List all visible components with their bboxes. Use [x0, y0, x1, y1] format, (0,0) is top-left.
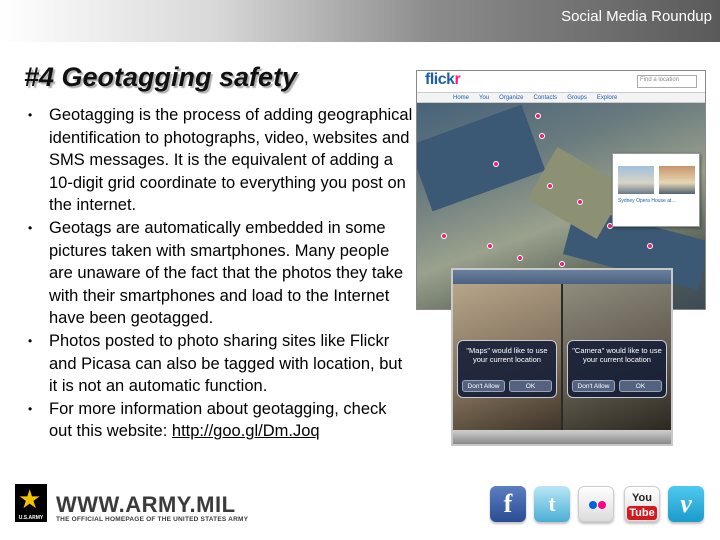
banner-title: Social Media Roundup [561, 8, 712, 25]
map-pin [487, 243, 493, 249]
vimeo-icon[interactable]: v [668, 486, 704, 522]
geotagging-info-link[interactable]: http://goo.gl/Dm.Joq [171, 422, 320, 441]
location-permission-dialog [567, 340, 667, 398]
flickr-pink-dot [598, 501, 606, 509]
map-pin [539, 133, 545, 139]
flickr-nav-item: Explore [596, 94, 618, 101]
map-pin [493, 161, 499, 167]
flickr-search-input: Find a location [637, 75, 697, 88]
phone-screen-right [563, 284, 671, 432]
bullet-item [24, 104, 414, 217]
smartphone-screenshot [451, 268, 673, 446]
dont-allow-button: Don't Allow [462, 380, 505, 392]
flickr-logo-b: r [454, 71, 461, 88]
map-water [416, 105, 545, 212]
flickr-blue-dot [589, 501, 597, 509]
facebook-icon[interactable]: f [490, 486, 526, 522]
bullet-glyph: • [28, 108, 33, 122]
phone-screen-left [453, 284, 561, 432]
flickr-header [417, 71, 705, 93]
bullet-item [24, 398, 414, 443]
army-star-logo[interactable] [15, 484, 47, 522]
map-pin [547, 183, 553, 189]
dont-allow-button: Don't Allow [572, 380, 615, 392]
bullet-list [24, 104, 414, 443]
flickr-nav-item: Contacts [533, 94, 558, 101]
dialog-message: "Maps" would like to use your current location [466, 346, 548, 364]
map-pin [535, 113, 541, 119]
slide-title: #4 Geotagging safety [24, 62, 298, 92]
ok-button: OK [619, 380, 662, 392]
top-banner [0, 0, 720, 42]
bullet-text [49, 398, 414, 443]
army-website-link[interactable]: WWW.ARMY.MIL [56, 492, 236, 517]
map-pin [647, 243, 653, 249]
youtube-you: You [632, 492, 652, 504]
bullet-text: Geotags are automatically embedded in some pictures taken with smartphones. Many people are unaware of the fact that the photos they take with their smartphones and load to the Internet have been geotagged. [49, 218, 404, 328]
location-permission-dialog [457, 340, 557, 398]
youtube-tube: Tube [629, 507, 655, 519]
map-pin [517, 255, 523, 261]
flickr-nav-item: Organize [499, 94, 524, 101]
flickr-logo-a: flick [425, 71, 455, 88]
bullet-item [24, 217, 414, 330]
bullet-glyph: • [28, 401, 33, 416]
flickr-nav-item: You [479, 94, 490, 101]
popup-caption: Sydney Opera House at... [618, 198, 676, 204]
flickr-icon[interactable] [578, 486, 614, 522]
map-photo-popup [612, 153, 700, 227]
army-tagline: THE OFFICIAL HOMEPAGE OF THE UNITED STATES ARMY [56, 516, 249, 523]
bullet-text: Geotagging is the process of adding geographical identification to photographs, video, websites and SMS messages. It is the equivalent of adding a 10-digit grid coordinate to everything you post on the internet. [49, 106, 413, 215]
map-pin [577, 199, 583, 205]
bullet-glyph: • [28, 333, 33, 348]
ok-button: OK [509, 380, 552, 392]
photo-thumbnail [659, 166, 695, 194]
bullet-text-prefix: For more information about geotagging, check out this website: [49, 399, 387, 441]
twitter-icon[interactable]: t [534, 486, 570, 522]
phone-status-bar [453, 270, 671, 284]
flickr-nav [417, 93, 705, 103]
flickr-logo [425, 71, 460, 89]
bullet-glyph: • [28, 220, 33, 235]
bullet-item [24, 330, 414, 398]
star-icon: ★ [18, 484, 42, 514]
bullet-text: Photos posted to photo sharing sites like Flickr and Picasa can also be tagged with location, but it is not an automatic function. [49, 331, 403, 396]
youtube-icon[interactable] [624, 486, 660, 522]
map-pin [559, 261, 565, 267]
flickr-nav-item: Groups [567, 94, 587, 101]
army-logo-label: U.S.ARMY [18, 515, 44, 521]
photo-thumbnail [618, 166, 654, 194]
flickr-nav-item: Home [453, 94, 470, 101]
phone-bottom-bar [453, 430, 671, 444]
map-pin [441, 233, 447, 239]
dialog-message: "Camera" would like to use your current location [572, 346, 662, 364]
